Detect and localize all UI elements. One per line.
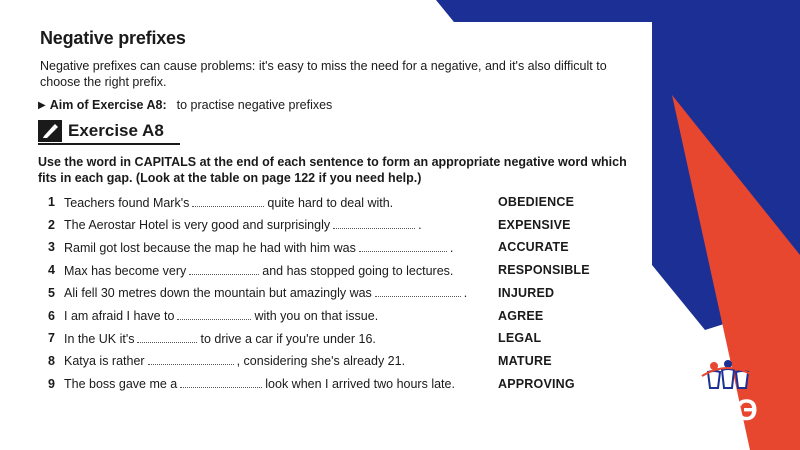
exercise-item: [32, 306, 652, 326]
item-sentence: [64, 331, 376, 346]
item-number: 6: [48, 308, 55, 323]
item-sentence: [64, 263, 453, 278]
exercise-item: [32, 260, 652, 280]
capitals-keyword: EXPENSIVE: [498, 217, 571, 232]
capitals-keyword: INJURED: [498, 285, 555, 300]
item-sentence: [64, 376, 455, 391]
answer-gap[interactable]: [177, 308, 251, 320]
item-number: 8: [48, 353, 55, 368]
exercise-title: Exercise A8: [68, 121, 164, 140]
exercise-item: [32, 192, 652, 212]
exercise-item: [32, 283, 652, 303]
item-number: 9: [48, 376, 55, 391]
exercise-item: [32, 351, 652, 371]
exercise-item: [32, 374, 652, 394]
answer-gap[interactable]: [359, 240, 447, 252]
exercise-item: [32, 328, 652, 348]
exercise-instructions: Use the word in CAPITALS at the end of each sentence to form an appropriate negative word which fits in each gap. (Look at the table on page 122 if you need help.): [38, 155, 627, 185]
item-number: 4: [48, 263, 55, 278]
capitals-keyword: APPROVING: [498, 376, 575, 391]
sentence-after-gap: .: [418, 218, 422, 233]
exercise-divider: [38, 143, 180, 145]
triangle-bullet-icon: ▶: [38, 99, 46, 111]
capitals-keyword: ACCURATE: [498, 240, 569, 255]
item-sentence: [64, 217, 422, 232]
item-sentence: [64, 240, 453, 255]
textbook-page: [32, 22, 652, 402]
sentence-before-gap: The boss gave me a: [64, 377, 178, 392]
sentence-after-gap: .: [463, 286, 468, 301]
ege-logo-text: ЕГЭ: [697, 394, 759, 427]
sentence-before-gap: Ali fell 30 metres down the mountain but amazingly was: [64, 286, 372, 301]
capitals-keyword: OBEDIENCE: [498, 195, 575, 209]
pencil-icon: [38, 120, 62, 142]
item-number: 1: [48, 195, 55, 209]
exercise-item: [32, 237, 652, 257]
sentence-before-gap: The Aerostar Hotel is very good and surprisingly: [64, 218, 331, 233]
sentence-after-gap: with you on that issue.: [254, 309, 379, 323]
item-sentence: [64, 353, 405, 368]
item-sentence: [64, 195, 393, 210]
sentence-before-gap: I am afraid I have to: [64, 309, 175, 323]
section-intro: Negative prefixes can cause problems: it's easy to miss the need for a negative, and it's also difficult to choose the right prefix.: [40, 59, 607, 89]
exercise-item: [32, 215, 652, 235]
sentence-before-gap: Ramil got lost because the map he had with him was: [64, 240, 356, 255]
answer-gap[interactable]: [137, 331, 197, 343]
item-sentence: [64, 308, 378, 323]
item-number: 7: [48, 331, 55, 346]
sentence-after-gap: and has stopped going to lectures.: [262, 263, 454, 278]
sentence-after-gap: look when I arrived two hours late.: [265, 377, 455, 392]
aim-text: to practise negative prefixes: [176, 98, 333, 112]
sentence-after-gap: to drive a car if you're under 16.: [200, 331, 376, 346]
sentence-after-gap: , considering she's already 21.: [236, 354, 406, 369]
answer-gap[interactable]: [192, 195, 264, 207]
item-number: 5: [48, 285, 55, 300]
item-number: 2: [48, 217, 55, 232]
capitals-keyword: LEGAL: [498, 331, 542, 346]
answer-gap[interactable]: [189, 263, 259, 275]
sentence-before-gap: Teachers found Mark's: [64, 195, 190, 210]
sentence-after-gap: quite hard to deal with.: [267, 195, 394, 210]
capitals-keyword: AGREE: [498, 308, 544, 323]
aim-line: [38, 98, 332, 112]
capitals-keyword: RESPONSIBLE: [498, 263, 590, 278]
item-number: 3: [48, 240, 55, 255]
item-sentence: [64, 285, 467, 300]
ege-logo: [688, 358, 768, 433]
sentence-before-gap: In the UK it's: [64, 331, 135, 346]
answer-gap[interactable]: [333, 217, 415, 229]
exercise-header: [38, 120, 164, 142]
ege-people-icon: [688, 358, 768, 398]
capitals-keyword: MATURE: [498, 353, 552, 368]
answer-gap[interactable]: [180, 376, 262, 388]
sentence-before-gap: Katya is rather: [64, 354, 145, 369]
section-title: Negative prefixes: [40, 28, 186, 48]
aim-label: Aim of Exercise A8:: [49, 98, 167, 112]
sentence-after-gap: .: [449, 240, 454, 255]
answer-gap[interactable]: [148, 353, 234, 365]
sentence-before-gap: Max has become very: [64, 263, 187, 278]
answer-gap[interactable]: [375, 285, 461, 297]
